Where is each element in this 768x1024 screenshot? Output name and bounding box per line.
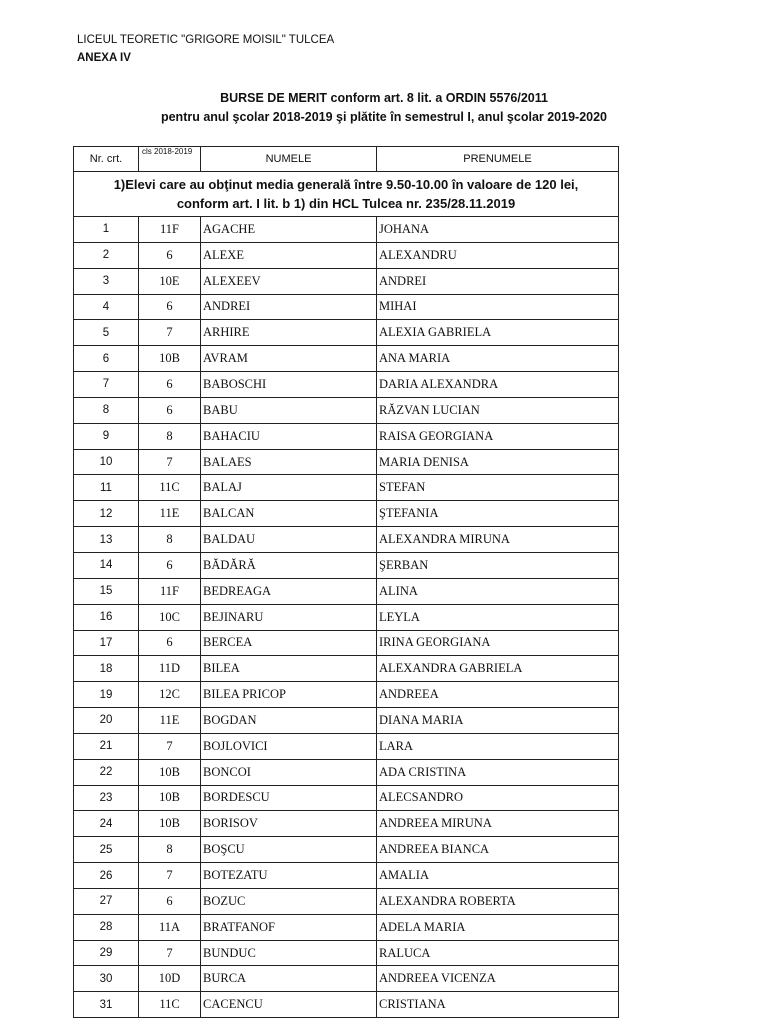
cell-class: 10B (139, 346, 201, 372)
cell-firstname: LEYLA (377, 604, 619, 630)
scholarship-table (73, 146, 619, 1018)
cell-class: 6 (139, 630, 201, 656)
cell-class: 10B (139, 785, 201, 811)
table-row (74, 682, 619, 708)
table-row (74, 423, 619, 449)
cell-class: 7 (139, 863, 201, 889)
cell-class: 7 (139, 449, 201, 475)
cell-nr: 18 (74, 656, 139, 682)
table-row (74, 552, 619, 578)
cell-nr: 8 (74, 397, 139, 423)
cell-class: 6 (139, 294, 201, 320)
cell-class: 11F (139, 217, 201, 243)
cell-class: 7 (139, 940, 201, 966)
cell-surname: BĂDĂRĂ (201, 552, 377, 578)
cell-firstname: RALUCA (377, 940, 619, 966)
cell-nr: 6 (74, 346, 139, 372)
cell-nr: 1 (74, 217, 139, 243)
cell-surname: BILEA (201, 656, 377, 682)
cell-class: 12C (139, 682, 201, 708)
cell-surname: BEDREAGA (201, 578, 377, 604)
table-row (74, 863, 619, 889)
cell-class: 8 (139, 423, 201, 449)
table-row (74, 397, 619, 423)
cell-class: 6 (139, 242, 201, 268)
cell-nr: 23 (74, 785, 139, 811)
cell-surname: ALEXE (201, 242, 377, 268)
cell-nr: 15 (74, 578, 139, 604)
cell-class: 7 (139, 320, 201, 346)
cell-nr: 12 (74, 501, 139, 527)
cell-nr: 13 (74, 527, 139, 553)
cell-firstname: ALEXANDRU (377, 242, 619, 268)
cell-nr: 26 (74, 863, 139, 889)
cell-nr: 11 (74, 475, 139, 501)
cell-firstname: ŞERBAN (377, 552, 619, 578)
cell-firstname: ANA MARIA (377, 346, 619, 372)
cell-firstname: ALEXANDRA GABRIELA (377, 656, 619, 682)
table-row (74, 992, 619, 1018)
cell-surname: AVRAM (201, 346, 377, 372)
cell-surname: BOŞCU (201, 837, 377, 863)
cell-firstname: ALEXANDRA MIRUNA (377, 527, 619, 553)
cell-nr: 29 (74, 940, 139, 966)
cell-surname: BALAJ (201, 475, 377, 501)
cell-nr: 16 (74, 604, 139, 630)
cell-class: 8 (139, 837, 201, 863)
cell-surname: BUNDUC (201, 940, 377, 966)
cell-class: 11E (139, 501, 201, 527)
table-row (74, 475, 619, 501)
cell-firstname: JOHANA (377, 217, 619, 243)
cell-nr: 22 (74, 759, 139, 785)
cell-firstname: ADA CRISTINA (377, 759, 619, 785)
table-row (74, 294, 619, 320)
cell-nr: 19 (74, 682, 139, 708)
annex-label: ANEXA IV (77, 52, 131, 64)
cell-surname: BOJLOVICI (201, 733, 377, 759)
cell-surname: BOGDAN (201, 708, 377, 734)
cell-nr: 27 (74, 888, 139, 914)
table-row (74, 708, 619, 734)
cell-surname: BOZUC (201, 888, 377, 914)
cell-surname: BALAES (201, 449, 377, 475)
cell-class: 10B (139, 759, 201, 785)
table-row (74, 888, 619, 914)
cell-nr: 9 (74, 423, 139, 449)
cell-class: 6 (139, 372, 201, 398)
cell-nr: 3 (74, 268, 139, 294)
table-row (74, 914, 619, 940)
cell-class: 8 (139, 527, 201, 553)
cell-firstname: DARIA ALEXANDRA (377, 372, 619, 398)
cell-firstname: MARIA DENISA (377, 449, 619, 475)
col-header-nr: Nr. crt. (74, 147, 139, 172)
document-subtitle: pentru anul şcolar 2018-2019 şi plătite în semestrul I, anul şcolar 2019-2020 (160, 110, 608, 124)
cell-class: 10D (139, 966, 201, 992)
table-row (74, 966, 619, 992)
cell-firstname: ANDREI (377, 268, 619, 294)
cell-nr: 28 (74, 914, 139, 940)
cell-nr: 10 (74, 449, 139, 475)
cell-surname: BALDAU (201, 527, 377, 553)
cell-class: 6 (139, 397, 201, 423)
cell-firstname: ALECSANDRO (377, 785, 619, 811)
cell-surname: BABU (201, 397, 377, 423)
cell-class: 10E (139, 268, 201, 294)
cell-firstname: ANDREEA VICENZA (377, 966, 619, 992)
cell-nr: 2 (74, 242, 139, 268)
table-row (74, 372, 619, 398)
cell-surname: BURCA (201, 966, 377, 992)
cell-surname: BALCAN (201, 501, 377, 527)
cell-class: 6 (139, 552, 201, 578)
cell-firstname: CRISTIANA (377, 992, 619, 1018)
table-row (74, 320, 619, 346)
section-header-row (74, 172, 619, 217)
cell-class: 10C (139, 604, 201, 630)
cell-class: 10B (139, 811, 201, 837)
cell-firstname: DIANA MARIA (377, 708, 619, 734)
cell-class: 11E (139, 708, 201, 734)
cell-firstname: ANDREEA BIANCA (377, 837, 619, 863)
cell-surname: BOTEZATU (201, 863, 377, 889)
cell-class: 11C (139, 475, 201, 501)
cell-surname: AGACHE (201, 217, 377, 243)
col-header-firstname: PRENUMELE (377, 147, 619, 172)
cell-firstname: ANDREEA MIRUNA (377, 811, 619, 837)
cell-firstname: ANDREEA (377, 682, 619, 708)
cell-class: 11C (139, 992, 201, 1018)
cell-firstname: RĂZVAN LUCIAN (377, 397, 619, 423)
cell-class: 7 (139, 733, 201, 759)
cell-nr: 24 (74, 811, 139, 837)
cell-surname: BILEA PRICOP (201, 682, 377, 708)
cell-firstname: ŞTEFANIA (377, 501, 619, 527)
cell-surname: BABOSCHI (201, 372, 377, 398)
cell-surname: BERCEA (201, 630, 377, 656)
cell-surname: BRATFANOF (201, 914, 377, 940)
table-row (74, 759, 619, 785)
cell-firstname: AMALIA (377, 863, 619, 889)
table-row (74, 242, 619, 268)
cell-firstname: STEFAN (377, 475, 619, 501)
cell-nr: 4 (74, 294, 139, 320)
cell-nr: 30 (74, 966, 139, 992)
table-row (74, 527, 619, 553)
cell-nr: 21 (74, 733, 139, 759)
table-row (74, 837, 619, 863)
school-name: LICEUL TEORETIC "GRIGORE MOISIL" TULCEA (77, 34, 335, 46)
document-title: BURSE DE MERIT conform art. 8 lit. a ORDIN 5576/2011 (220, 91, 548, 105)
table-row (74, 604, 619, 630)
table-row (74, 733, 619, 759)
cell-class: 11F (139, 578, 201, 604)
cell-surname: CACENCU (201, 992, 377, 1018)
table-row (74, 501, 619, 527)
table-row (74, 656, 619, 682)
cell-class: 11D (139, 656, 201, 682)
cell-nr: 25 (74, 837, 139, 863)
table-header-row (74, 147, 619, 172)
table-row (74, 268, 619, 294)
cell-firstname: ADELA MARIA (377, 914, 619, 940)
cell-firstname: RAISA GEORGIANA (377, 423, 619, 449)
table-row (74, 785, 619, 811)
table-row (74, 449, 619, 475)
table-row (74, 811, 619, 837)
table-row (74, 346, 619, 372)
cell-firstname: LARA (377, 733, 619, 759)
cell-nr: 20 (74, 708, 139, 734)
cell-surname: ARHIRE (201, 320, 377, 346)
section-description (74, 172, 619, 217)
cell-surname: BEJINARU (201, 604, 377, 630)
cell-firstname: IRINA GEORGIANA (377, 630, 619, 656)
cell-firstname: MIHAI (377, 294, 619, 320)
cell-firstname: ALEXIA GABRIELA (377, 320, 619, 346)
col-header-class: cls 2018-2019 (139, 147, 201, 172)
cell-class: 11A (139, 914, 201, 940)
col-header-surname: NUMELE (201, 147, 377, 172)
cell-surname: BORISOV (201, 811, 377, 837)
cell-firstname: ALEXANDRA ROBERTA (377, 888, 619, 914)
cell-class: 6 (139, 888, 201, 914)
section-line-1: 1)Elevi care au obţinut media generală între 9.50-10.00 în valoare de 120 lei, (113, 177, 579, 192)
table-row (74, 578, 619, 604)
cell-nr: 31 (74, 992, 139, 1018)
cell-firstname: ALINA (377, 578, 619, 604)
cell-surname: BONCOI (201, 759, 377, 785)
table-row (74, 630, 619, 656)
cell-surname: ANDREI (201, 294, 377, 320)
cell-surname: BAHACIU (201, 423, 377, 449)
table-row (74, 217, 619, 243)
cell-nr: 14 (74, 552, 139, 578)
cell-nr: 5 (74, 320, 139, 346)
table-row (74, 940, 619, 966)
cell-nr: 17 (74, 630, 139, 656)
cell-nr: 7 (74, 372, 139, 398)
cell-surname: ALEXEEV (201, 268, 377, 294)
cell-surname: BORDESCU (201, 785, 377, 811)
section-line-2: conform art. I lit. b 1) din HCL Tulcea nr. 235/28.11.2019 (176, 196, 516, 211)
